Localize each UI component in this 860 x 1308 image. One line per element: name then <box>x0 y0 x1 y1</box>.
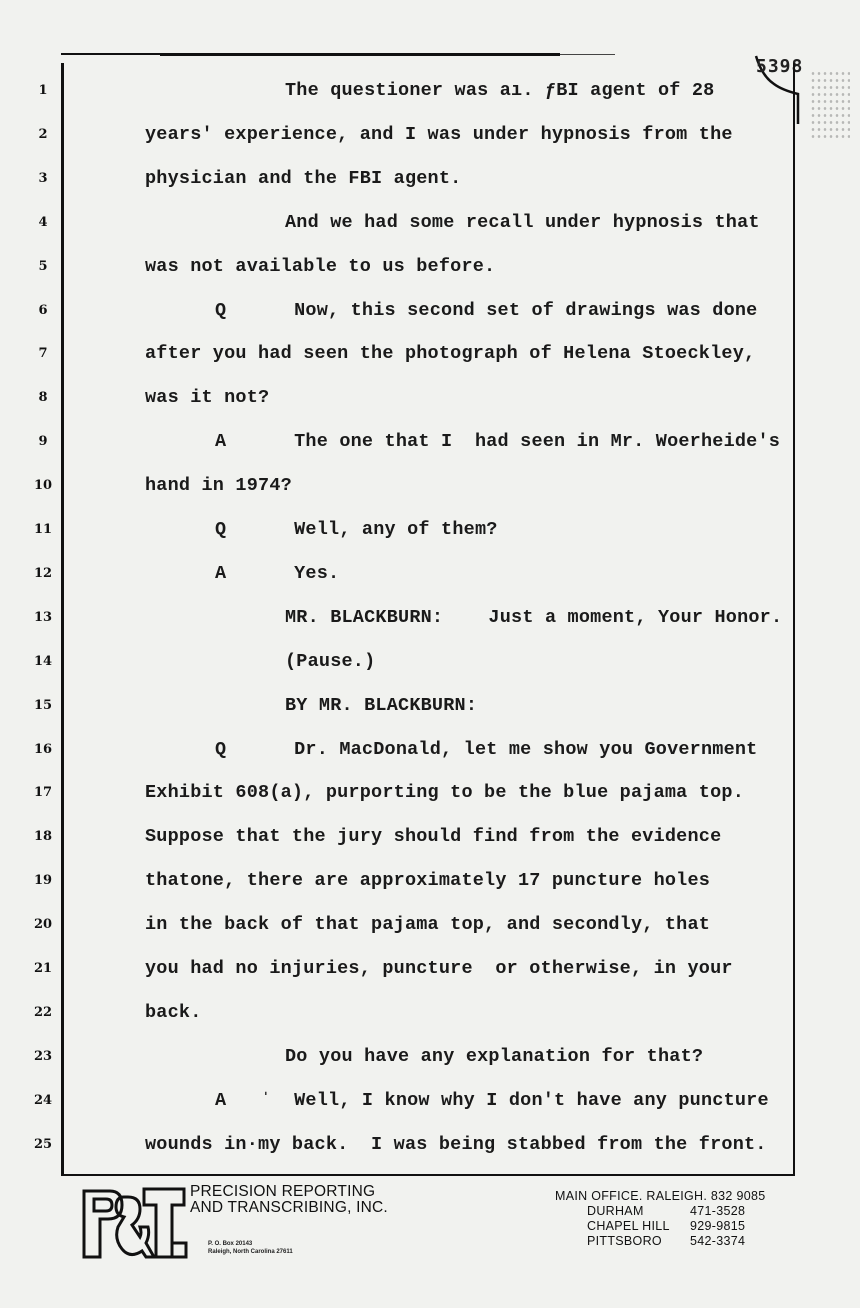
line-number: 4 <box>38 214 48 230</box>
pt-logo <box>80 1183 190 1265</box>
line-number: 23 <box>33 1048 53 1064</box>
office-listing <box>555 1189 765 1249</box>
office-row <box>555 1204 765 1219</box>
line-number: 7 <box>38 346 48 362</box>
transcript-line: Q Now, this second set of drawings was done <box>215 299 758 321</box>
line-number: 2 <box>38 126 48 142</box>
line-number: 10 <box>33 478 53 494</box>
line-number: 15 <box>33 697 53 713</box>
office-row <box>555 1219 765 1234</box>
line-number: 18 <box>33 829 53 845</box>
transcript-line: was not available to us before. <box>145 255 496 277</box>
company-name-line2: AND TRANSCRIBING, INC. <box>190 1199 388 1216</box>
line-number: 24 <box>33 1092 53 1108</box>
line-number: 8 <box>38 390 48 406</box>
top-rule <box>61 53 171 55</box>
line-number: 6 <box>38 302 48 318</box>
office-phone: 542-3374 <box>690 1234 746 1248</box>
address-line1: P. O. Box 20143 <box>208 1241 253 1247</box>
transcript-line: Q Dr. MacDonald, let me show you Government <box>215 738 758 760</box>
line-number: 20 <box>33 917 53 933</box>
line-number: 16 <box>33 741 53 757</box>
transcript-line: was it not? <box>145 387 270 409</box>
transcript-line: after you had seen the photograph of Helena Stoeckley, <box>145 343 756 365</box>
line-number: 25 <box>33 1136 53 1152</box>
line-number: 13 <box>33 609 53 625</box>
line-number: 22 <box>33 1004 53 1020</box>
office-row <box>555 1234 765 1249</box>
line-number: 19 <box>33 873 53 889</box>
transcript-line: A Yes. <box>215 562 340 584</box>
transcript-line: back. <box>145 1001 202 1023</box>
line-number: 9 <box>38 434 48 450</box>
transcript-line: Q Well, any of them? <box>215 519 498 540</box>
transcript-line: And we had some recall under hypnosis that <box>285 211 760 233</box>
company-name-line1: PRECISION REPORTING <box>190 1183 376 1200</box>
company-address <box>208 1240 293 1256</box>
line-number: 11 <box>33 522 53 537</box>
line-number: 3 <box>38 170 48 186</box>
line-number: 14 <box>33 653 53 669</box>
transcript-line: The questioner was aı. ƒBI agent of 28 <box>285 80 715 101</box>
scan-noise <box>810 70 850 140</box>
office-phone: 929-9815 <box>690 1219 746 1233</box>
transcript-line: MR. BLACKBURN: Just a moment, Your Honor. <box>285 606 783 628</box>
transcript-line: wounds in·my back. I was being stabbed from the front. <box>145 1133 767 1155</box>
office-city: CHAPEL HILL <box>587 1219 670 1233</box>
transcript-line: A The one that I had seen in Mr. Woerheide's <box>215 431 781 453</box>
transcript-line: BY MR. BLACKBURN: <box>285 694 478 716</box>
line-number: 12 <box>33 565 53 581</box>
transcript-line: in the back of that pajama top, and secondly, that <box>145 914 711 936</box>
transcript-line: thatone, there are approximately 17 puncture holes <box>145 870 711 892</box>
transcript-line: (Pause.) <box>285 650 376 672</box>
transcript-line: A ˈ Well, I know why I don't have any puncture <box>215 1089 769 1111</box>
line-number: 17 <box>33 785 53 801</box>
main-office: MAIN OFFICE. RALEIGH. 832 9085 <box>555 1189 766 1203</box>
transcript-line: Exhibit 608(a), purporting to be the blue pajama top. <box>145 782 744 804</box>
line-number: 1 <box>38 83 48 98</box>
top-rule <box>560 54 615 55</box>
transcript-line: Do you have any explanation for that? <box>285 1045 704 1067</box>
address-line2: Raleigh, North Carolina 27611 <box>208 1249 293 1255</box>
transcript-line: you had no injuries, puncture or otherwise, in your <box>145 958 733 979</box>
office-phone: 471-3528 <box>690 1204 746 1218</box>
line-number: 21 <box>33 961 53 976</box>
top-rule <box>160 53 560 56</box>
transcript-line: hand in 1974? <box>145 475 292 497</box>
office-city: DURHAM <box>587 1204 644 1218</box>
page-number: 5398 <box>756 56 804 77</box>
company-name <box>190 1184 388 1216</box>
transcript-line: years' experience, and I was under hypnosis from the <box>145 123 733 145</box>
line-number: 5 <box>38 258 48 274</box>
office-city: PITTSBORO <box>587 1234 662 1248</box>
transcript-line: physician and the FBI agent. <box>145 167 462 189</box>
transcript-line: Suppose that the jury should find from the evidence <box>145 826 722 848</box>
